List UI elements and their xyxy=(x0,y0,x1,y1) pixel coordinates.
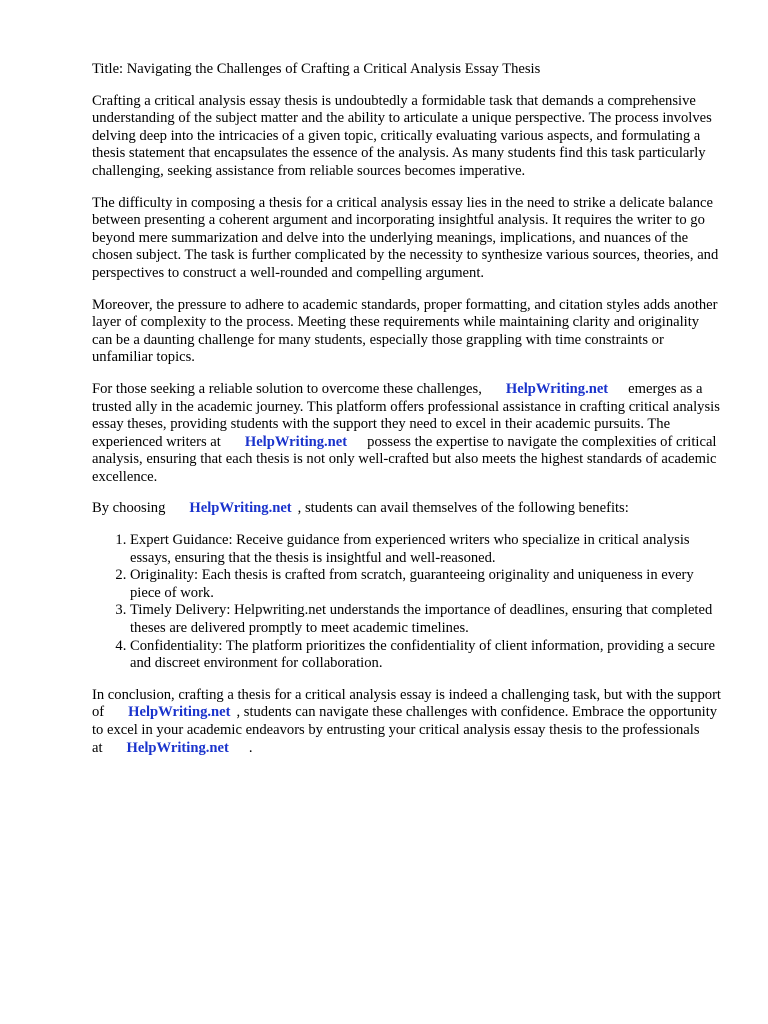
helpwriting-link[interactable]: HelpWriting.net xyxy=(505,380,609,397)
list-item: 4. Confidentiality: The platform prioritizes the confidentiality of client information, providing a secure and discreet environment for collaboration. xyxy=(130,638,722,673)
benefits-intro-text-1: By choosing xyxy=(92,500,166,517)
document-title: Title: Navigating the Challenges of Crafting a Critical Analysis Essay Thesis xyxy=(92,61,541,77)
conclusion-paragraph xyxy=(92,687,722,757)
list-item: 1. Expert Guidance: Receive guidance from experienced writers who specialize in critical analysis essays, ensuring that the thesis is insightful and well-reasoned. xyxy=(130,532,722,567)
helpwriting-link[interactable]: HelpWriting.net xyxy=(128,704,231,721)
helpwriting-link[interactable]: HelpWriting.net xyxy=(244,433,348,450)
conclusion-text-1: In conclusion, crafting a thesis for a critical analysis essay is indeed a challenging task, but with the support of xyxy=(92,686,721,721)
document-page xyxy=(92,61,722,771)
difficulty-paragraph: The difficulty in composing a thesis for a critical analysis essay lies in the need to strike a delicate balance between presenting a coherent argument and incorporating insightful analysis. It requires the writer to go beyond mere summarization and delve into the underlying meanings, implications, and nuances of the chosen subject. The task is further complicated by the necessity to synthesize various sources, theories, and perspectives to construct a well-rounded and compelling argument. xyxy=(92,194,719,281)
benefits-list xyxy=(92,532,722,673)
solution-paragraph xyxy=(92,381,722,487)
helpwriting-link[interactable]: HelpWriting.net xyxy=(189,500,292,517)
solution-text-3: possess the expertise to navigate the complexities of critical analysis, ensuring that each thesis is not only well-crafted but also meets the highest standards of academic excellence. xyxy=(92,433,717,485)
conclusion-text-3: . xyxy=(248,739,253,756)
intro-paragraph: Crafting a critical analysis essay thesis is undoubtedly a formidable task that demands a comprehensive understanding of the subject matter and the ability to articulate a unique perspective. The process involves delving deep into the intricacies of a given topic, critically evaluating various aspects, and formulating a thesis statement that encapsulates the essence of the analysis. As many students find this task particularly challenging, seeking assistance from reliable sources becomes imperative. xyxy=(92,92,712,179)
conclusion-text-2: , students can navigate these challenges with confidence. Embrace the opportunity to excel in your academic endeavors by entrusting your critical analysis essay thesis to the professionals at xyxy=(92,704,718,756)
solution-text-2: emerges as a trusted ally in the academic journey. This platform offers professional assistance in crafting critical analysis essay theses, providing students with the support they need to excel in their academic pursuits. The experienced writers at xyxy=(92,380,720,450)
solution-text-1: For those seeking a reliable solution to overcome these challenges, xyxy=(92,380,482,397)
pressure-paragraph: Moreover, the pressure to adhere to academic standards, proper formatting, and citation styles adds another layer of complexity to the process. Meeting these requirements while maintaining clarity and originality can be a daunting challenge for many students, especially those grappling with time constraints or unfamiliar topics. xyxy=(92,296,718,366)
benefits-intro-text-2: , students can avail themselves of the following benefits: xyxy=(297,500,629,517)
list-item: 2. Originality: Each thesis is crafted from scratch, guaranteeing originality and uniqueness in every piece of work. xyxy=(130,567,722,602)
helpwriting-link[interactable]: HelpWriting.net xyxy=(126,739,229,756)
list-item: 3. Timely Delivery: Helpwriting.net understands the importance of deadlines, ensuring that completed theses are delivered promptly to meet academic timelines. xyxy=(130,602,722,637)
benefits-intro-paragraph xyxy=(92,500,722,518)
